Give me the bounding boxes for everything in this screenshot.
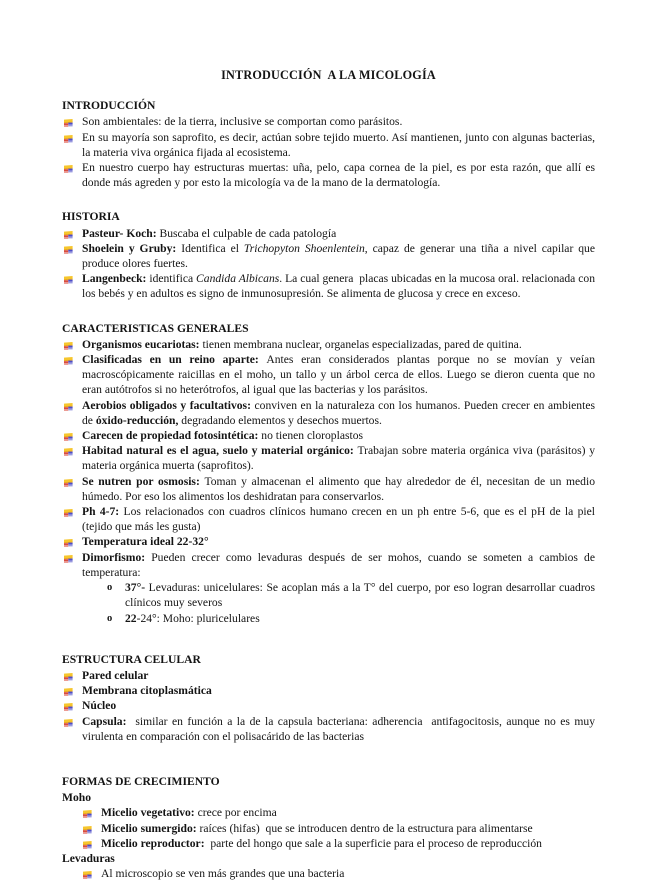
document-section <box>62 209 598 301</box>
bullet-list-item <box>62 821 595 836</box>
section-heading: INTRODUCCIÓN <box>62 99 156 113</box>
list-item-text <box>82 131 598 159</box>
document-section <box>62 652 598 744</box>
circle-list-item <box>62 580 598 610</box>
text-run: Aerobios obligados y facultativos: <box>82 398 255 412</box>
list-item-text <box>82 444 598 472</box>
text-run: Temperatura ideal 22-32° <box>82 535 209 549</box>
text-run: Organismos eucariotas: <box>82 337 203 351</box>
list-item-text <box>101 867 344 880</box>
circle-bullet-marker: o <box>107 612 113 624</box>
text-run: Trabajan sobre materia orgánica viva (parásitos) y materia orgánica muerta (saprofitos). <box>82 444 598 473</box>
list-item-text <box>101 806 277 819</box>
colored-stack-bullet-icon <box>64 431 73 440</box>
text-run: , capaz de generar una tiña a nivel capilar que produce olores fuertes. <box>82 241 598 271</box>
colored-stack-bullet-icon <box>64 229 73 238</box>
colored-stack-bullet-icon <box>64 477 73 486</box>
list-item-text <box>82 505 601 533</box>
bullet-list-item <box>62 534 595 549</box>
text-run: Identifica el <box>181 241 244 255</box>
text-run: crece por encima <box>197 806 277 820</box>
text-run: Pasteur- Koch: <box>82 226 160 240</box>
colored-stack-bullet-icon <box>64 244 73 253</box>
text-run: Moho <box>62 791 91 805</box>
text-run: Se nutren por osmosis: <box>82 474 205 488</box>
colored-stack-bullet-icon <box>64 446 73 455</box>
text-run: Antes eran considerados plantas porque no se movían y veían macroscópicamente raicillas en el moho, un tallo y un árbol cerca de ellos. Luego se dieron cuenta que no eran autótrofos si no heterótrofos, al igual que las bacterias y los parásitos. <box>82 353 598 397</box>
colored-stack-bullet-icon <box>64 537 73 546</box>
list-item-text <box>82 684 212 697</box>
document-section <box>62 774 595 881</box>
text-run: Al microscopio se ven más grandes que una bacteria <box>101 867 345 881</box>
list-item-text <box>82 338 522 351</box>
text-run: Trichopyton Shoenlentein <box>243 241 365 255</box>
text-run: similar en función a la de la capsula bacteriana: adherencia antifagocitosis, aunque no es muy virulenta en comparación con el polisacárido de las bacterias <box>82 714 598 743</box>
section-heading: ESTRUCTURA CELULAR <box>62 652 201 666</box>
colored-stack-bullet-icon <box>64 401 73 410</box>
text-run: Buscaba el culpable de cada patología <box>159 226 337 240</box>
bullet-list-item <box>62 428 595 443</box>
subsection-heading <box>62 790 595 805</box>
text-run: Habitad natural es el agua, suelo y material orgánico: <box>82 444 358 458</box>
list-item-text <box>125 581 598 609</box>
list-item-text <box>82 353 598 396</box>
document-sections <box>62 98 601 881</box>
text-run: Micelio vegetativo: <box>101 806 198 820</box>
bullet-list-item <box>62 698 595 713</box>
circle-list-item <box>62 611 595 626</box>
bullet-list-item <box>62 130 598 160</box>
colored-stack-bullet-icon <box>64 553 73 562</box>
text-run: -24°: Moho: pluricelulares <box>136 611 260 625</box>
bullet-list-item <box>62 805 595 820</box>
colored-stack-bullet-icon <box>83 869 92 878</box>
list-item-text <box>82 475 598 503</box>
colored-stack-bullet-icon <box>64 340 73 349</box>
bullet-list-item <box>62 443 598 473</box>
colored-stack-bullet-icon <box>64 274 73 283</box>
colored-stack-bullet-icon <box>64 717 73 726</box>
text-run: Núcleo <box>82 699 117 713</box>
text-run: Shoelein y Gruby: <box>82 241 182 255</box>
list-item-text <box>82 535 209 548</box>
bullet-list-item <box>62 241 598 271</box>
bullet-list-item <box>62 337 595 352</box>
text-run: Toman y almacenan el alimento que hay alrededor de él, necesitan de un medio húmedo. Por eso los alimentos los deshidratan para conservarlos. <box>82 474 598 503</box>
bullet-list-item <box>62 683 595 698</box>
text-run: identifica <box>149 272 197 286</box>
bullet-list-item <box>62 550 598 580</box>
text-run: tienen membrana nuclear, organelas especializadas, pared de quitina. <box>202 337 522 351</box>
bullet-list-item <box>62 352 598 398</box>
list-item-text <box>82 715 598 743</box>
text-run: Capsula: <box>82 714 131 728</box>
bullet-list-item <box>62 114 595 129</box>
subsection-heading <box>62 851 595 866</box>
colored-stack-bullet-icon <box>64 117 73 126</box>
text-run: Levaduras: unicelulares: Se acoplan más a la T° del cuerpo, por eso logran desarrollar cuadros clínicos muy severos <box>125 581 598 610</box>
bullet-list-item <box>62 398 598 428</box>
text-run: En su mayoría son saprofito, es decir, actúan sobre tejido muerto. Así mantienen, junto con algunas bacterias, la materia viva orgánica fijada al ecosistema. <box>82 130 598 159</box>
colored-stack-bullet-icon <box>83 824 92 833</box>
bullet-list-item <box>62 160 598 190</box>
section-heading: FORMAS DE CRECIMIENTO <box>62 774 220 788</box>
text-run: Langenbeck: <box>82 272 150 286</box>
text-run: Ph 4-7: <box>82 505 124 519</box>
list-item-text <box>125 612 260 625</box>
colored-stack-bullet-icon <box>64 671 73 680</box>
text-run: Candida Albicans <box>196 272 280 286</box>
list-item-text <box>82 699 116 712</box>
bullet-list-item <box>62 271 598 301</box>
text-run: Membrana citoplasmática <box>82 684 212 698</box>
section-heading: CARACTERISTICAS GENERALES <box>62 321 249 335</box>
list-item-text <box>82 242 598 270</box>
colored-stack-bullet-icon <box>64 355 73 364</box>
text-run: Clasificadas en un reino aparte: <box>82 353 267 367</box>
text-run: parte del hongo que sale a la superficie para el proceso de reproducción <box>207 836 542 850</box>
circle-bullet-marker: o <box>107 582 113 594</box>
text-run: óxido-reducción, <box>95 413 179 427</box>
colored-stack-bullet-icon <box>64 686 73 695</box>
text-run: Micelio sumergido: <box>101 821 200 835</box>
document-section <box>62 98 598 190</box>
text-run: Carecen de propiedad fotosintética: <box>82 429 262 443</box>
bullet-list-item <box>62 668 595 683</box>
list-item-text <box>82 227 336 240</box>
list-item-text <box>82 161 598 189</box>
colored-stack-bullet-icon <box>83 839 92 848</box>
colored-stack-bullet-icon <box>64 163 73 172</box>
colored-stack-bullet-icon <box>64 507 73 516</box>
list-item-text <box>82 399 598 427</box>
text-run: Pueden crecer como levaduras después de ser mohos, cuando se someten a cambios de temperatura: <box>82 550 598 579</box>
list-item-text <box>82 669 148 682</box>
document-section <box>62 321 601 626</box>
bullet-list-item <box>62 714 598 744</box>
text-run: . La cual genera placas ubicadas en la mucosa oral. relacionada con los bebés y en adultos es signo de inmunosupresión. Se alimenta de glucosa y crece en exceso. <box>82 272 598 301</box>
colored-stack-bullet-icon <box>64 701 73 710</box>
list-item-text <box>101 822 533 835</box>
text-run: no tienen cloroplastos <box>261 429 364 443</box>
list-item-text <box>82 429 363 442</box>
text-run: Micelio reproductor: <box>101 836 208 850</box>
text-run: 22 <box>125 611 137 625</box>
text-run: Dimorfismo: <box>82 550 152 564</box>
text-run: Los relacionados con cuadros clínicos humano crecen en un ph entre 5-6, que es el pH de la piel (tejido que más les gusta) <box>82 505 601 534</box>
text-run: degradando elementos y desechos muertos. <box>178 413 382 427</box>
text-run: Son ambientales: de la tierra, inclusive se comportan como parásitos. <box>82 115 403 129</box>
list-item-text <box>82 115 402 128</box>
list-item-text <box>82 272 598 300</box>
bullet-list-item <box>62 474 598 504</box>
colored-stack-bullet-icon <box>83 808 92 817</box>
text-run: raíces (hifas) que se introducen dentro de la estructura para alimentarse <box>199 821 533 835</box>
text-run: Pared celular <box>82 668 149 682</box>
bullet-list-item <box>62 866 595 881</box>
colored-stack-bullet-icon <box>64 133 73 142</box>
text-run: conviven en la naturaleza con los humanos. Pueden crecer en ambientes de <box>82 398 598 427</box>
bullet-list-item <box>62 836 595 851</box>
bullet-list-item <box>62 226 595 241</box>
bullet-list-item <box>62 504 601 534</box>
list-item-text <box>82 551 598 579</box>
text-run: 37°- <box>125 581 146 595</box>
document-title: INTRODUCCIÓN A LA MICOLOGÍA <box>221 68 436 82</box>
section-heading: HISTORIA <box>62 210 120 224</box>
text-run: En nuestro cuerpo hay estructuras muertas: uña, pelo, capa cornea de la piel, es por esta razón, que allí es donde más agreden y por esto la micología va de la mano de la dermatología. <box>82 161 598 190</box>
text-run: Levaduras <box>62 851 115 865</box>
